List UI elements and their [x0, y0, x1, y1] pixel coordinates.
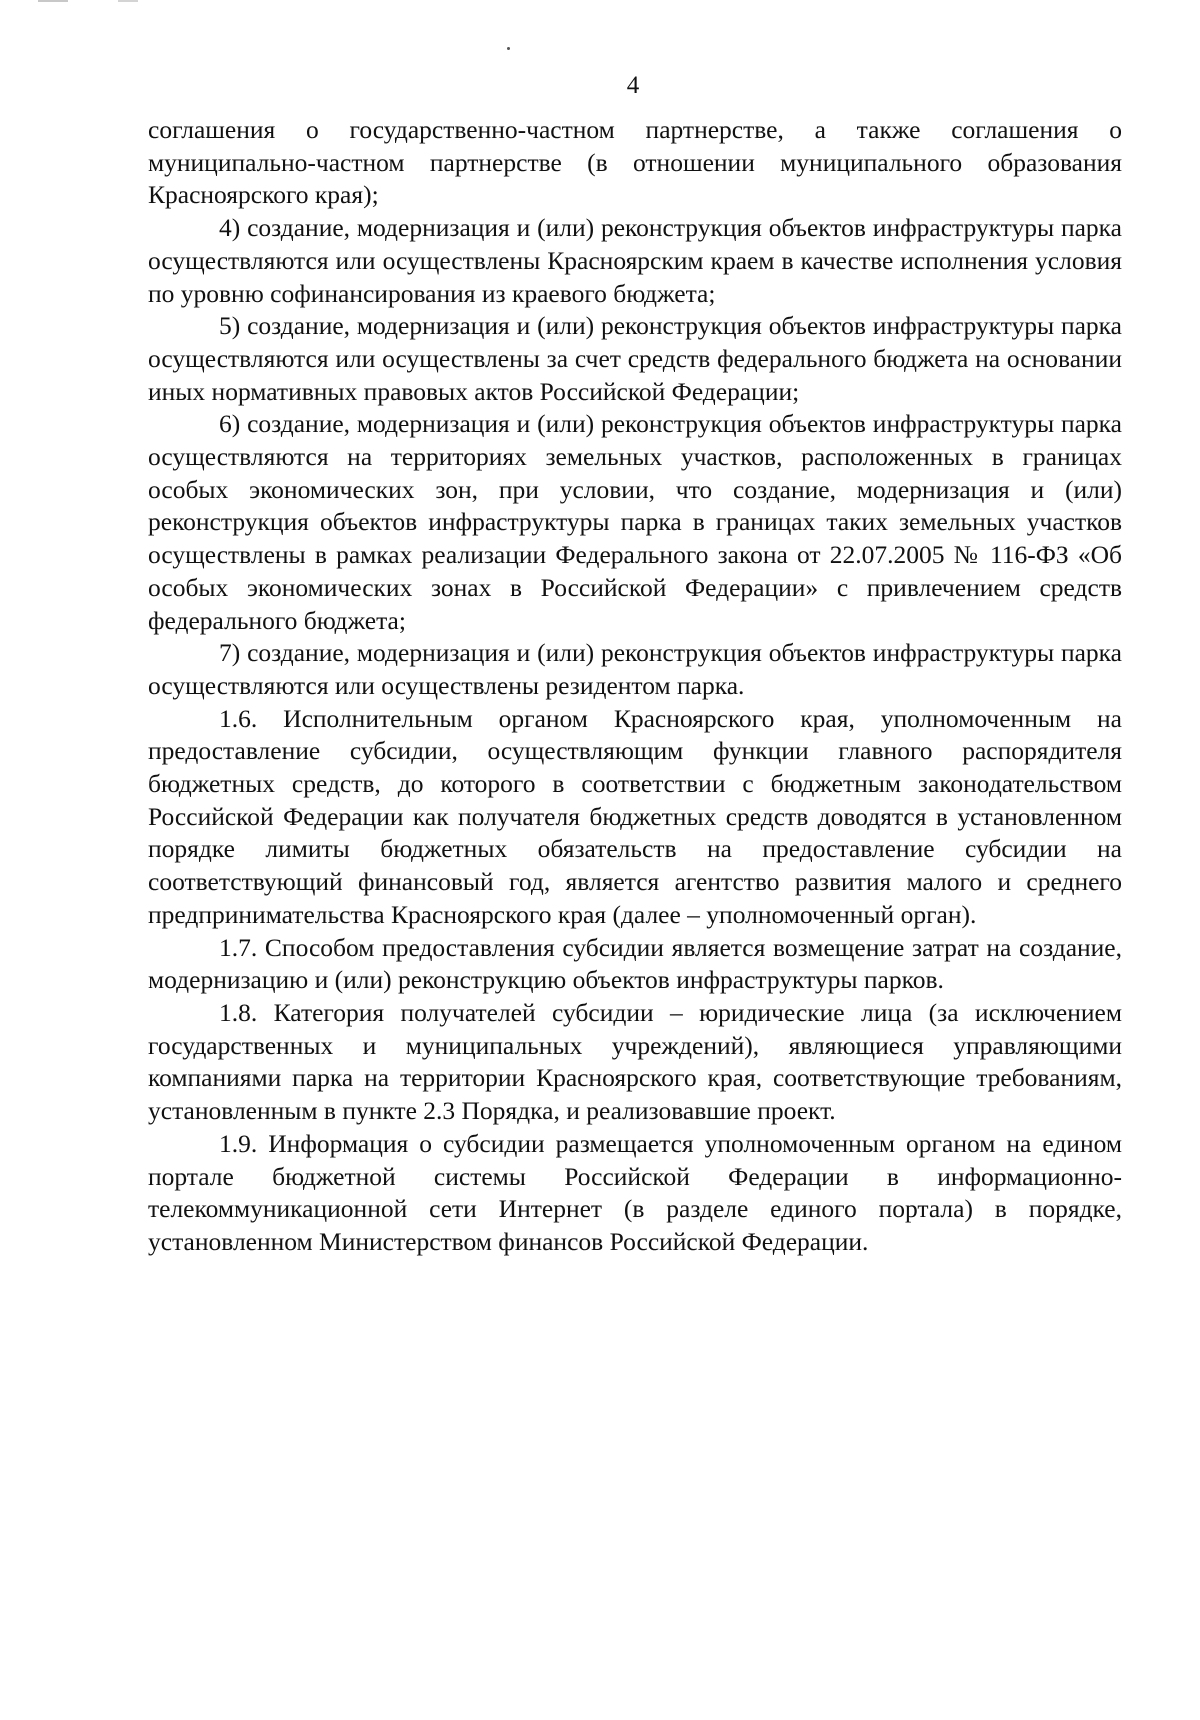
- paragraph-item-6: 6) создание, модернизация и (или) реконструкция объектов инфраструктуры парка осуществляются на территориях земельных участков, расположенных в границах особых экономических зон, при условии, что создание, модернизация и (или) реконструкция объектов инфраструктуры парка в границах таких земельных участков осуществлены в рамках реализации Федерального закона от 22.07.2005 № 116-ФЗ «Об особых экономических зонах в Российской Федерации» с привлечением средств федерального бюджета;: [148, 409, 1122, 635]
- scan-artifact: [38, 0, 68, 2]
- scan-artifact: [118, 0, 138, 2]
- paragraph-item-4: 4) создание, модернизация и (или) реконструкция объектов инфраструктуры парка осуществляются или осуществлены Красноярским краем в качестве исполнения условия по уровню софинансирования из краевого бюджета;: [148, 213, 1122, 308]
- paragraph-item-7: 7) создание, модернизация и (или) реконструкция объектов инфраструктуры парка осуществляются или осуществлены резидентом парка.: [148, 638, 1122, 700]
- paragraph-section-1-9: 1.9. Информация о субсидии размещается уполномоченным органом на едином портале бюджетной системы Российской Федерации в информационно-телекоммуникационной сети Интернет (в разделе единого портала) в порядке, установленном Министерством финансов Российской Федерации.: [148, 1128, 1122, 1256]
- scan-speck: [507, 47, 510, 50]
- paragraph-item-5: 5) создание, модернизация и (или) реконструкция объектов инфраструктуры парка осуществляются или осуществлены за счет средств федерального бюджета на основании иных нормативных правовых актов Российской Федерации;: [148, 311, 1122, 406]
- paragraph-continuation: соглашения о государственно-частном партнерстве, а также соглашения о муниципально-частном партнерстве (в отношении муниципального образования Красноярского края);: [148, 115, 1122, 210]
- paragraph-section-1-7: 1.7. Способом предоставления субсидии является возмещение затрат на создание, модернизацию и (или) реконструкцию объектов инфраструктуры парков.: [148, 932, 1122, 995]
- paragraph-section-1-6: 1.6. Исполнительным органом Красноярского края, уполномоченным на предоставление субсидии, осуществляющим функции главного распорядителя бюджетных средств, до которого в соответствии с бюджетным законодательством Российской Федерации как получателя бюджетных средств доводятся в установленном порядке лимиты бюджетных обязательств на предоставление субсидии на соответствующий финансовый год, является агентство развития малого и среднего предпринимательства Красноярского края (далее – уполномоченный орган).: [148, 703, 1122, 929]
- page-number: 4: [626, 72, 640, 99]
- document-body: [148, 114, 1122, 1259]
- paragraph-section-1-8: 1.8. Категория получателей субсидии – юридические лица (за исключением государственных и муниципальных учреждений), являющиеся управляющими компаниями парка на территории Красноярского края, соответствующие требованиям, установленным в пункте 2.3 Порядка, и реализовавшие проект.: [148, 997, 1122, 1126]
